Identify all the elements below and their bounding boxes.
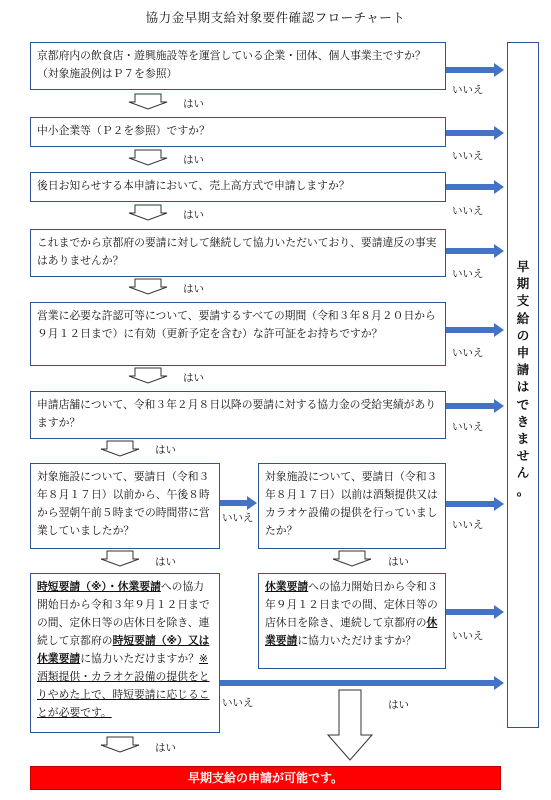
- yes-label-6: はい: [155, 444, 176, 456]
- question-text-6: 申請店舗について、令和３年２月８日以降の要請に対する協力金の受給実績がありますか？: [37, 398, 437, 429]
- right-arrow-9: [220, 496, 257, 510]
- no-label-8: いいえ: [452, 519, 484, 531]
- yes-label-1: はい: [183, 98, 204, 110]
- question-text-5: 営業に必要な許認可等について、要請するすべての期間（令和３年８月２０日から９月１２日まで）に有効（更新予定を含む）な許可証をお持ちですか？: [37, 309, 436, 340]
- down-arrow-1: [129, 94, 167, 109]
- question-text-8: 対象施設について、要請日（令和３年８月１７日）以前は酒類提供又はカラオケ設備の提供を行っていましたか？: [265, 470, 438, 537]
- yes-label-5: はい: [183, 372, 204, 384]
- no-label-10: いいえ: [222, 697, 254, 709]
- ineligible-text: 早 期 支 給 の 申 請 は で き ま せ ん 。: [516, 259, 530, 498]
- question-text-2: 中小企業等（Ｐ２を参照）ですか？: [37, 124, 210, 137]
- no-label-3: いいえ: [452, 205, 484, 217]
- q10-text-4: に協力いただけますか？: [297, 634, 417, 647]
- question-box-8: [258, 463, 446, 549]
- right-arrow-6: [446, 399, 504, 413]
- q9-text-2: への協力開始日から令和３年９月１２日までの間、定休日等の店休日を除き、連続して京都府の: [37, 580, 210, 647]
- q10-text-2: への協力開始日から令和３年９月１２日までの間、定休日等の店休日を除き、連続して京都府の: [265, 580, 438, 629]
- q9-emphasis-2: 時短要請（※）又は休業要請: [37, 634, 210, 665]
- right-arrow-5: [446, 323, 504, 337]
- ineligible-side-box: [507, 42, 539, 728]
- yes-label-8: はい: [388, 556, 409, 568]
- no-label-1: いいえ: [452, 84, 484, 96]
- question-box-7: [30, 463, 220, 549]
- right-arrow-8: [446, 605, 504, 619]
- no-label-9: いいえ: [452, 630, 484, 642]
- big-down-arrow: [328, 690, 372, 760]
- no-label-2: いいえ: [452, 150, 484, 162]
- yes-label-9: はい: [155, 742, 176, 754]
- yes-label-10: はい: [388, 699, 409, 711]
- question-box-2: [30, 117, 446, 147]
- yes-label-3: はい: [183, 209, 204, 221]
- down-arrow-3: [129, 205, 167, 220]
- right-arrow-7: [446, 497, 504, 511]
- question-box-4: [30, 229, 446, 277]
- down-arrow-5: [129, 368, 167, 383]
- question-box-1: [30, 42, 446, 90]
- right-arrow-10: [220, 676, 504, 690]
- right-arrow-4: [446, 244, 504, 258]
- question-text-1: 京都府内の飲食店・遊興施設等を運営している企業・団体、個人事業主ですか？（対象施設例はＰ７を参照）: [37, 49, 426, 80]
- yes-label-2: はい: [183, 154, 204, 166]
- down-arrow-6: [101, 441, 139, 456]
- yes-label-4: はい: [183, 283, 204, 295]
- chart-title: 協力金早期支給対象要件確認フローチャート: [145, 10, 406, 25]
- q10-emphasis-1: 休業要請: [265, 580, 309, 593]
- down-arrow-9: [101, 737, 139, 752]
- yes-label-7: はい: [155, 556, 176, 568]
- question-box-9: [30, 573, 220, 733]
- q10-emphasis-2: 休業要請: [265, 616, 438, 647]
- question-text-7: 対象施設について、要請日（令和３年８月１７日）以前から、午後８時から翌朝午前５時までの時間帯に営業していましたか？: [37, 470, 210, 537]
- no-label-7: いいえ: [222, 512, 254, 524]
- q9-emphasis-1: 時短要請（※）・休業要請: [37, 580, 161, 593]
- question-box-10: [258, 573, 446, 669]
- down-arrow-8: [333, 551, 371, 566]
- no-label-5: いいえ: [452, 347, 484, 359]
- no-label-6: いいえ: [452, 421, 484, 433]
- no-label-4: いいえ: [452, 268, 484, 280]
- q9-note: ※酒類提供・カラオケ設備の提供をとりやめた上で、時短要請に応じることが必要です。: [37, 652, 210, 719]
- q9-text-4: に協力いただけますか？: [80, 652, 199, 665]
- question-text-4: これまでから京都府の要請に対して継続して協力いただいており、要請違反の事実はありませんか？: [37, 236, 437, 267]
- question-text-3: 後日お知らせする本申請において、売上高方式で申請しますか？: [37, 179, 350, 192]
- down-arrow-2: [129, 150, 167, 165]
- eligible-result-box: 早期支給の申請が可能です。: [30, 766, 501, 790]
- right-arrow-3: [446, 180, 504, 194]
- question-box-5: [30, 302, 446, 366]
- question-box-6: [30, 391, 446, 439]
- question-box-3: [30, 172, 446, 202]
- down-arrow-7: [101, 551, 139, 566]
- right-arrow-1: [446, 63, 504, 77]
- down-arrow-4: [129, 279, 167, 294]
- right-arrow-2: [446, 126, 504, 140]
